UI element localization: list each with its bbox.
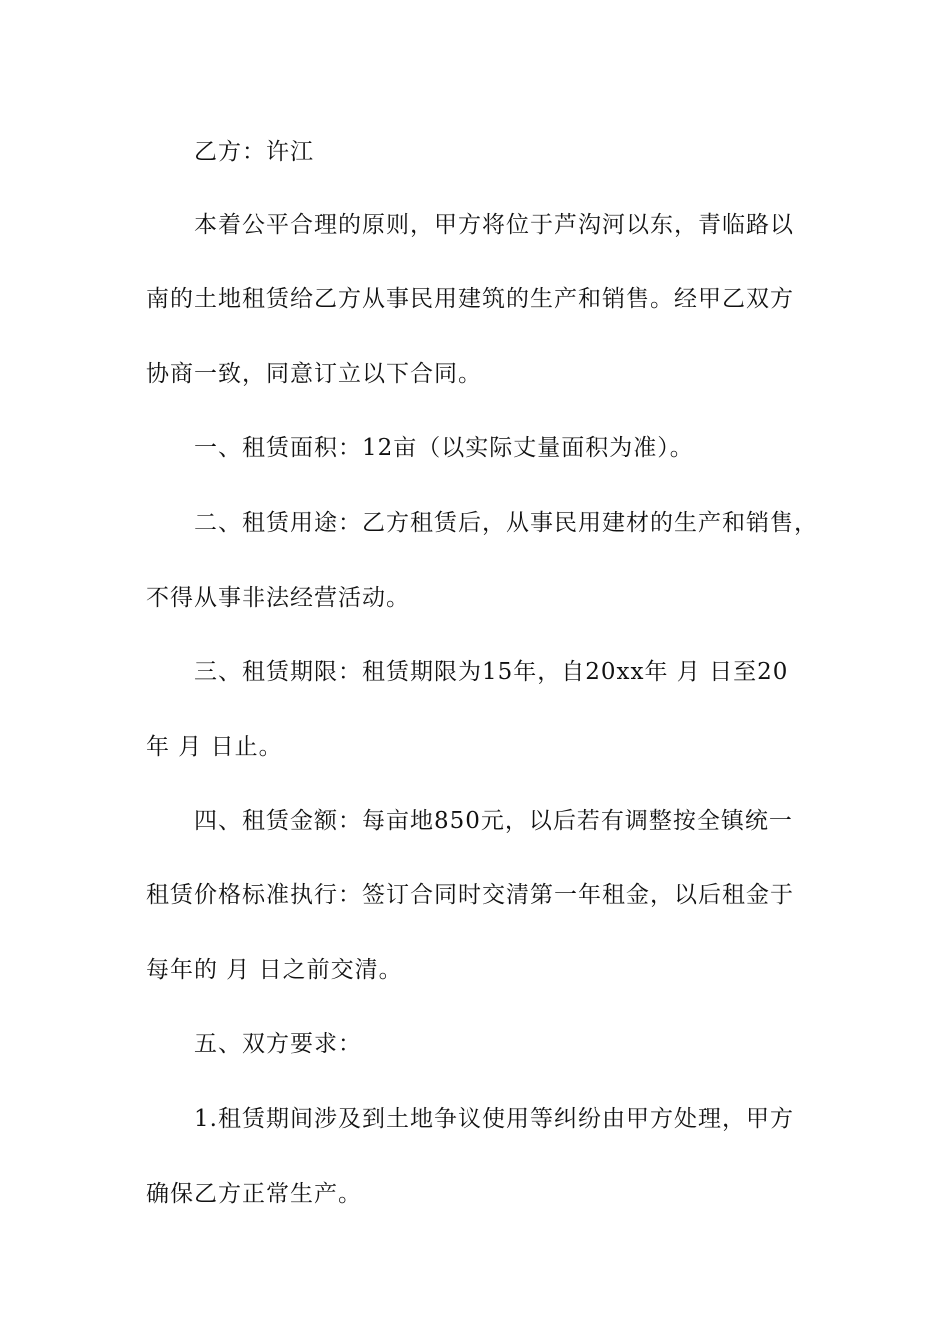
clause-line: 五、双方要求： <box>194 1031 362 1057</box>
clause-line: 三、租赁期限：租赁期限为15年，自20xx年 月 日至20 <box>194 659 789 685</box>
clause-line: 一、租赁面积：12亩（以实际丈量面积为准）。 <box>194 435 694 461</box>
clause-line: 二、租赁用途：乙方租赁后，从事民用建材的生产和销售， <box>194 510 818 536</box>
paragraph-line: 南的土地租赁给乙方从事民用建筑的生产和销售。经甲乙双方 <box>146 286 794 312</box>
clause-line: 1.租赁期间涉及到土地争议使用等纠纷由甲方处理，甲方 <box>194 1106 794 1132</box>
clause-line: 年 月 日止。 <box>146 734 283 760</box>
paragraph-line: 本着公平合理的原则，甲方将位于芦沟河以东，青临路以 <box>194 212 794 238</box>
clause-line: 四、租赁金额：每亩地850元，以后若有调整按全镇统一 <box>194 808 793 834</box>
clause-line: 每年的 月 日之前交清。 <box>146 957 403 983</box>
paragraph-line: 协商一致，同意订立以下合同。 <box>146 361 482 387</box>
clause-line: 租赁价格标准执行：签订合同时交清第一年租金，以后租金于 <box>146 882 794 908</box>
party-b-line: 乙方：许江 <box>194 139 314 165</box>
clause-line: 确保乙方正常生产。 <box>146 1181 362 1207</box>
clause-line: 不得从事非法经营活动。 <box>146 585 410 611</box>
